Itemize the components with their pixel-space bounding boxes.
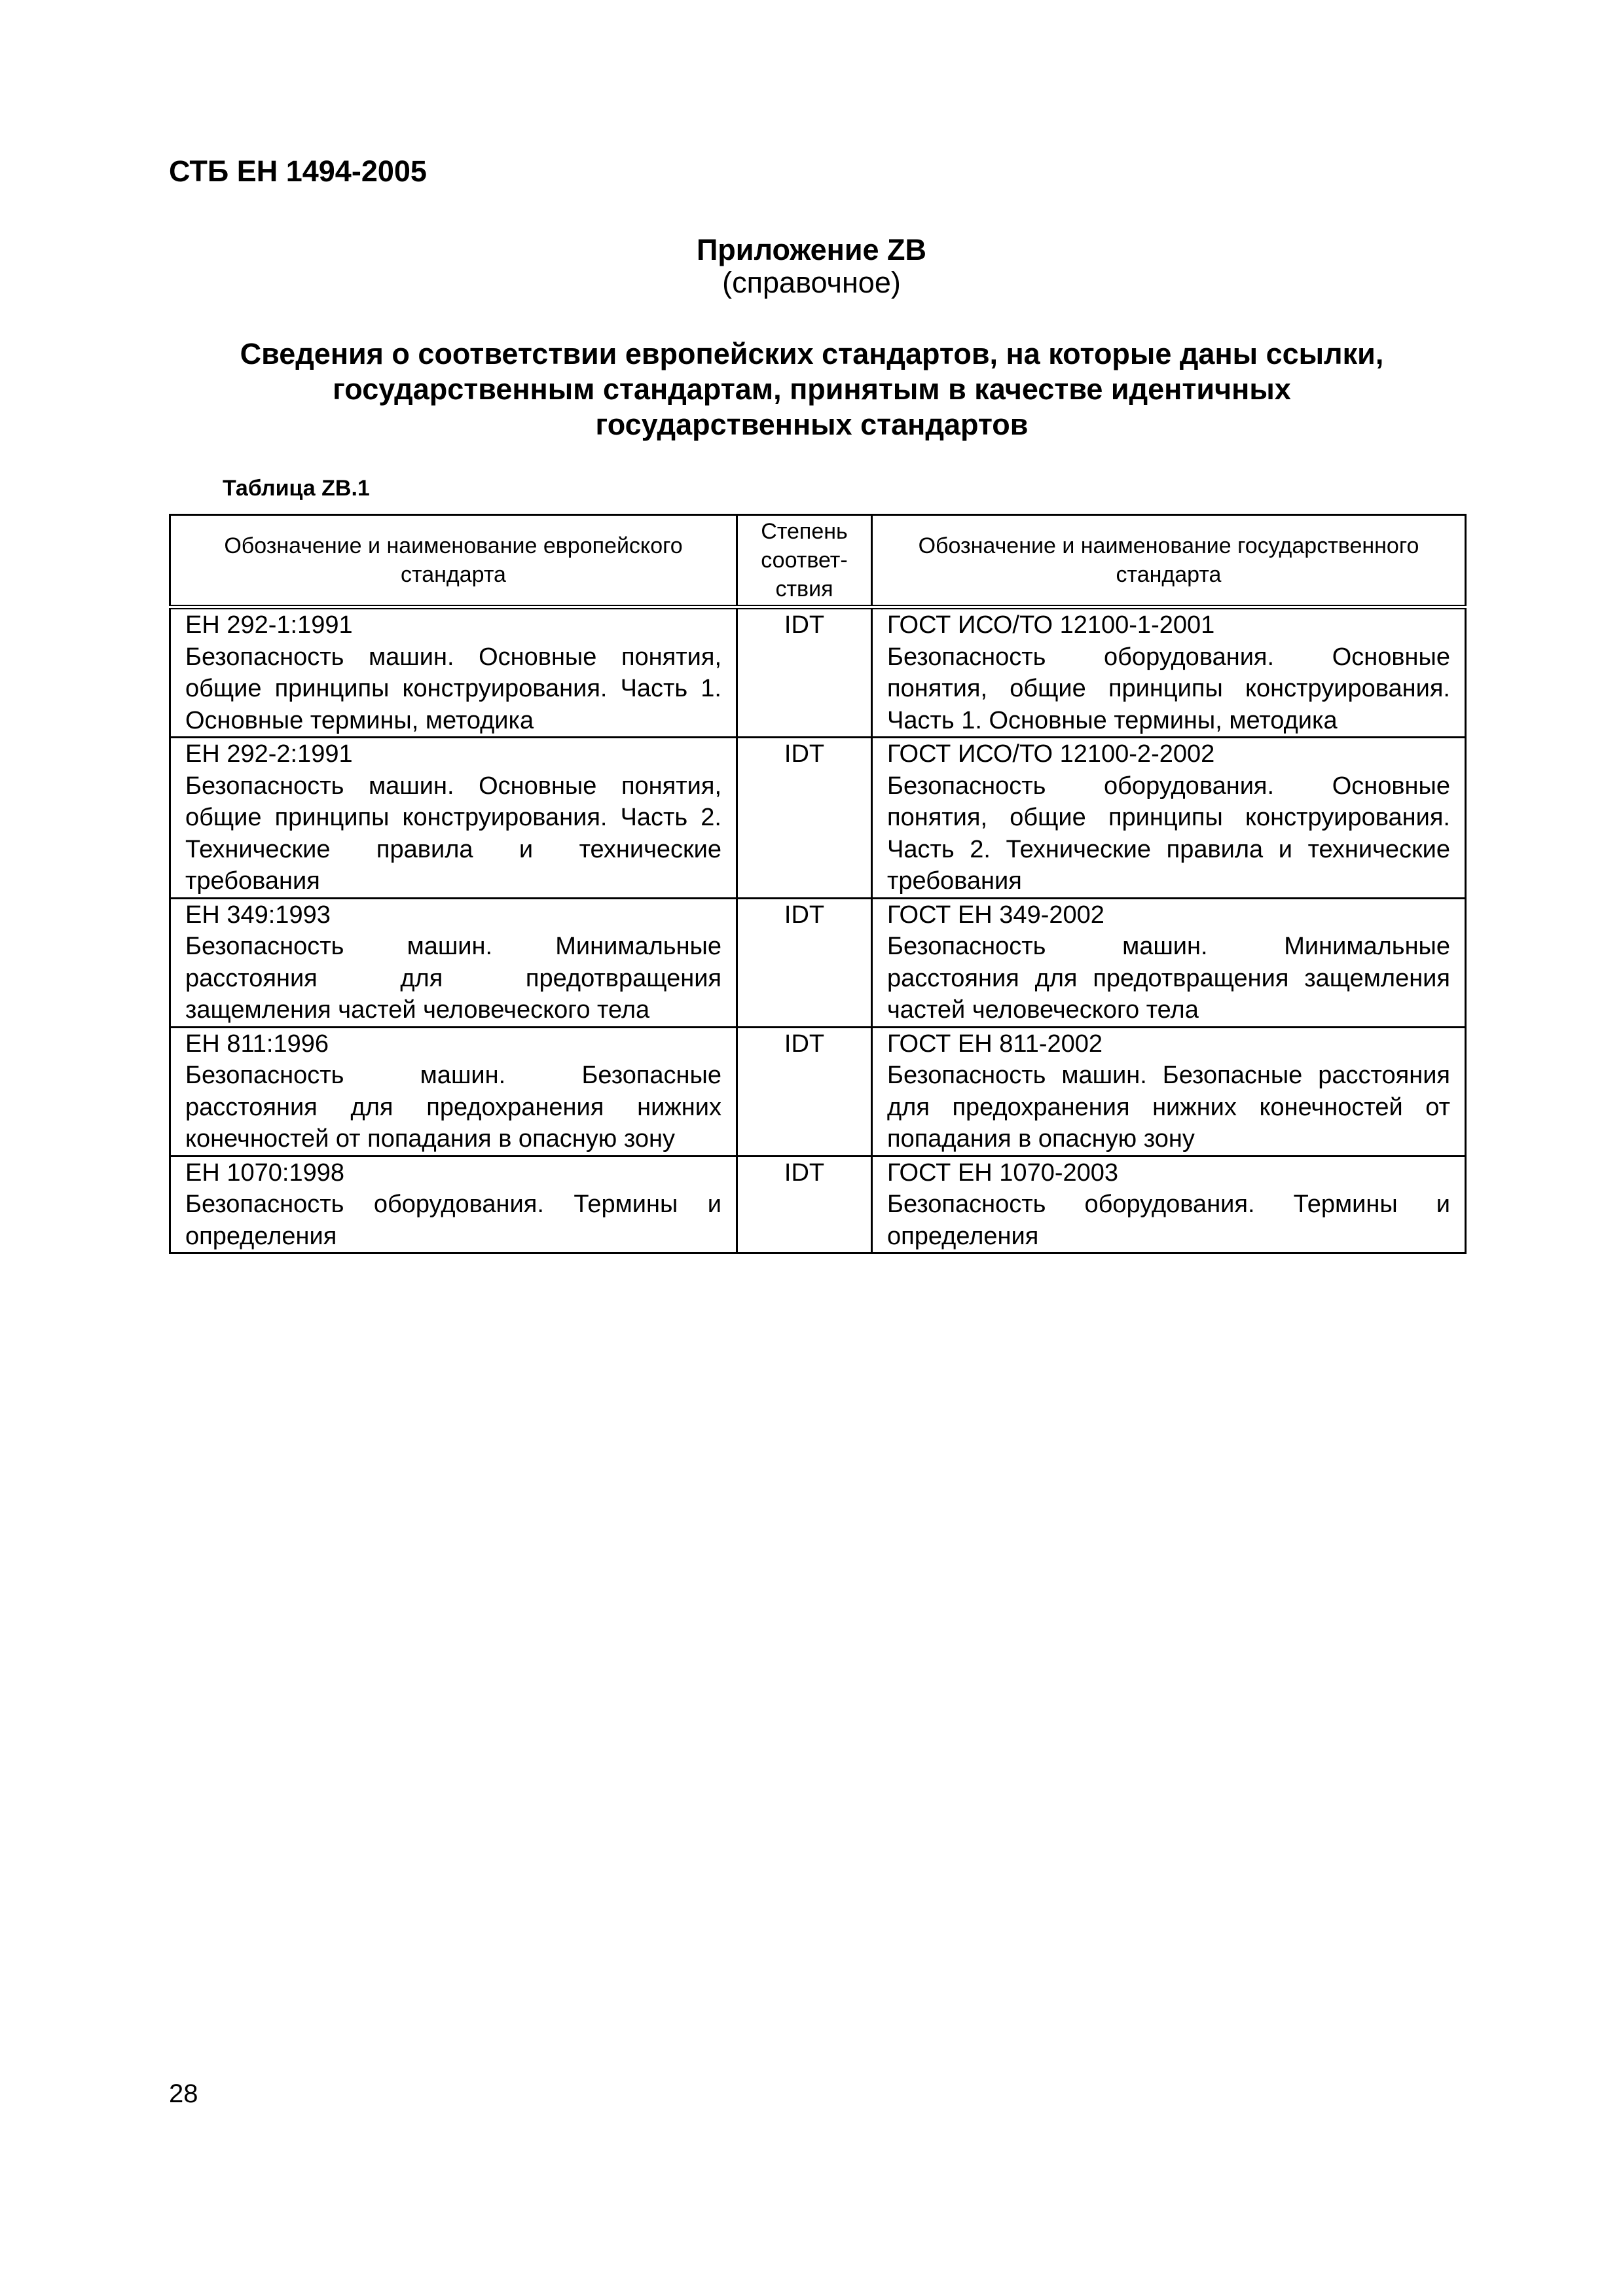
section-heading xyxy=(164,336,1460,442)
page-number: 28 xyxy=(169,2079,198,2108)
european-standard-cell xyxy=(170,1156,737,1253)
european-standard-cell xyxy=(170,898,737,1027)
european-standard-code: ЕН 349:1993 xyxy=(185,901,331,929)
table-row xyxy=(170,1156,1466,1253)
european-standard-title: Безопасность машин. Минимальные расстояния для предотвращения защемления частей человеческого тела xyxy=(185,933,721,1024)
state-standard-code: ГОСТ ЕН 349-2002 xyxy=(887,901,1104,929)
state-standard-cell xyxy=(872,738,1466,899)
state-standard-cell xyxy=(872,898,1466,1027)
degree-cell: IDT xyxy=(737,738,872,899)
table-label: Таблица ZB.1 xyxy=(223,476,370,501)
table-header-row xyxy=(170,515,1466,607)
degree-cell: IDT xyxy=(737,1027,872,1156)
table-row xyxy=(170,738,1466,899)
state-standard-cell xyxy=(872,607,1466,738)
degree-cell: IDT xyxy=(737,1156,872,1253)
state-standard-title: Безопасность машин. Минимальные расстояния для предотвращения защемления частей человеческого тела xyxy=(887,933,1450,1024)
appendix-subtitle: (справочное) xyxy=(722,266,901,299)
table-row xyxy=(170,607,1466,738)
state-standard-title: Безопасность оборудования. Термины и определения xyxy=(887,1191,1450,1250)
european-standard-code: ЕН 1070:1998 xyxy=(185,1158,344,1187)
heading-line: государственным стандартам, принятым в качестве идентичных xyxy=(333,372,1291,406)
european-standard-code: ЕН 292-2:1991 xyxy=(185,740,353,768)
table-row xyxy=(170,1027,1466,1156)
state-standard-title: Безопасность машин. Безопасные расстояния для предохранения нижних конечностей от попадания в опасную зону xyxy=(887,1062,1450,1153)
european-standard-code: ЕН 811:1996 xyxy=(185,1030,329,1058)
state-standard-code: ГОСТ ЕН 1070-2003 xyxy=(887,1158,1119,1187)
european-standard-code: ЕН 292-1:1991 xyxy=(185,611,353,639)
european-standard-cell xyxy=(170,738,737,899)
european-standard-title: Безопасность машин. Безопасные расстояния для предохранения нижних конечностей от попадания в опасную зону xyxy=(185,1062,721,1153)
state-standard-cell xyxy=(872,1156,1466,1253)
table-row xyxy=(170,898,1466,1027)
degree-cell: IDT xyxy=(737,898,872,1027)
state-standard-code: ГОСТ ИСО/ТО 12100-1-2001 xyxy=(887,611,1215,639)
correspondence-table xyxy=(169,514,1467,1254)
state-standard-code: ГОСТ ЕН 811-2002 xyxy=(887,1030,1103,1058)
column-header-degree: Степень соответ-ствия xyxy=(737,515,872,607)
state-standard-cell xyxy=(872,1027,1466,1156)
heading-line: Сведения о соответствии европейских стандартов, на которые даны ссылки, xyxy=(240,337,1384,370)
degree-cell: IDT xyxy=(737,607,872,738)
european-standard-title: Безопасность оборудования. Термины и определения xyxy=(185,1191,721,1250)
european-standard-title: Безопасность машин. Основные понятия, общие принципы конструирования. Часть 2. Технические правила и технические требования xyxy=(185,772,721,895)
state-standard-title: Безопасность оборудования. Основные понятия, общие принципы конструирования. Часть 1. Основные термины, методика xyxy=(887,643,1450,734)
column-header-state-standard: Обозначение и наименование государственного стандарта xyxy=(872,515,1466,607)
state-standard-code: ГОСТ ИСО/ТО 12100-2-2002 xyxy=(887,740,1215,768)
appendix-title: Приложение ZB xyxy=(696,233,927,266)
european-standard-cell xyxy=(170,1027,737,1156)
heading-line: государственных стандартов xyxy=(595,408,1029,441)
state-standard-title: Безопасность оборудования. Основные понятия, общие принципы конструирования. Часть 2. Технические правила и технические требования xyxy=(887,772,1450,895)
european-standard-cell xyxy=(170,607,737,738)
column-header-european-standard: Обозначение и наименование европейского стандарта xyxy=(170,515,737,607)
european-standard-title: Безопасность машин. Основные понятия, общие принципы конструирования. Часть 1. Основные термины, методика xyxy=(185,643,721,734)
document-code: СТБ ЕН 1494-2005 xyxy=(169,154,427,188)
